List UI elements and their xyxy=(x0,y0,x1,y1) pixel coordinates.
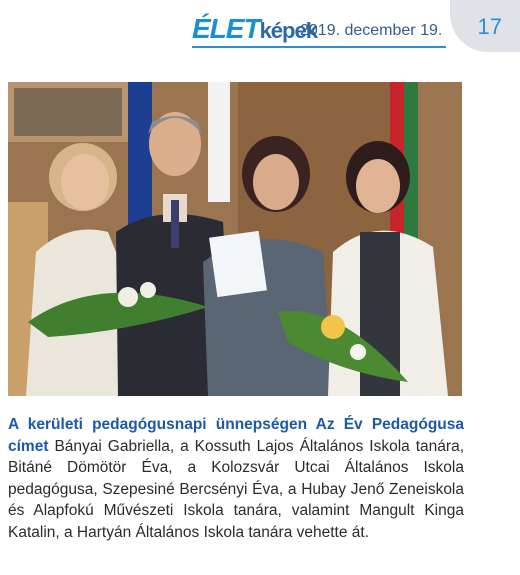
group-photo xyxy=(8,82,462,396)
issue-date: 2019. december 19. xyxy=(300,22,443,39)
caption-body: Bányai Gabriella, a Kossuth Lajos Általános Iskola tanára, Bitáné Dömötör Éva, a Kolozsvár Utcai Általános Iskola pedagógusa, Szepesiné Bercsényi Éva, a Hubay Jenő Zeneiskola és Alapfokú Művészeti Iskola tanára, valamint Mangult Kinga Katalin, a Hartyán Általános Iskola tanára vehette át. xyxy=(8,437,464,541)
flower-left-2 xyxy=(140,282,156,298)
publication-logo xyxy=(192,14,317,46)
gerbera-flower xyxy=(321,315,345,339)
person-3-face xyxy=(253,154,299,210)
photo-illustration xyxy=(8,82,462,396)
flower-left-1 xyxy=(118,287,138,307)
page-number-tab xyxy=(450,0,520,52)
person-2-tie xyxy=(171,200,179,248)
certificate xyxy=(209,231,267,297)
eu-flag xyxy=(128,82,152,232)
person-1-face xyxy=(61,154,109,210)
masthead xyxy=(192,14,450,48)
flower-right-1 xyxy=(350,344,366,360)
person-4-face xyxy=(356,159,400,213)
caption-lead: A kerületi pedagógusnapi ünnepségen Az Év Pedagógusa címet xyxy=(8,416,464,455)
page-number: 17 xyxy=(477,14,502,39)
logo-elet: ÉLET xyxy=(192,13,260,44)
header-rule xyxy=(192,46,446,48)
white-flag xyxy=(208,82,230,202)
photo-caption xyxy=(8,414,464,544)
logo-kepek: képek xyxy=(259,18,317,43)
painting xyxy=(14,88,122,136)
